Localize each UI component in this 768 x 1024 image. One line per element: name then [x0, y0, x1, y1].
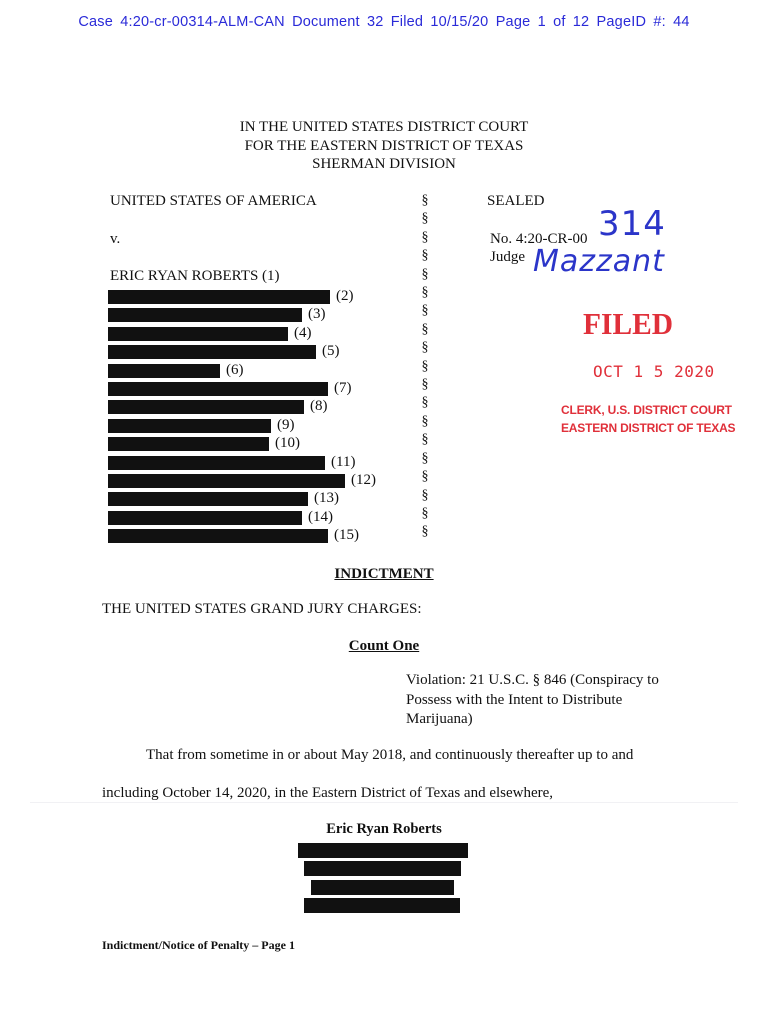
redaction-bar [108, 308, 302, 322]
section-symbol: § [421, 524, 429, 540]
defendant-number: (4) [294, 324, 312, 341]
clerk-line-2: EASTERN DISTRICT OF TEXAS [561, 421, 736, 435]
redaction-bar [311, 880, 454, 895]
indictment-title: INDICTMENT [334, 566, 434, 582]
defendant-number: (3) [308, 306, 326, 323]
sealed-label: SEALED [487, 193, 545, 209]
handwritten-judge-name: Mazzant [533, 244, 665, 279]
section-symbol: § [421, 211, 429, 227]
defendant-number: (13) [314, 490, 339, 507]
section-symbol: § [421, 432, 429, 448]
defendant-number: (2) [336, 288, 354, 304]
redaction-bar [108, 456, 325, 470]
redaction-bar [108, 400, 304, 414]
court-line-2: FOR THE EASTERN DISTRICT OF TEXAS [244, 137, 524, 154]
redaction-bar [298, 843, 468, 858]
grand-jury-charges: THE UNITED STATES GRAND JURY CHARGES: [102, 601, 422, 617]
court-line-1: IN THE UNITED STATES DISTRICT COURT [239, 119, 529, 135]
redaction-bar [108, 474, 345, 488]
section-symbol-column [418, 192, 432, 542]
defendant-number: (15) [334, 527, 359, 544]
redaction-bar [108, 492, 308, 506]
court-line-3: SHERMAN DIVISION [312, 156, 456, 172]
page-footer: Indictment/Notice of Penalty – Page 1 [102, 938, 295, 952]
redaction-bar [108, 290, 330, 304]
defendant-number: (8) [310, 398, 328, 415]
faint-scan-line [30, 802, 738, 803]
handwritten-case-number: 314 [598, 204, 666, 244]
section-symbol: § [421, 395, 429, 411]
section-symbol: § [421, 321, 429, 337]
filed-stamp-title: FILED [583, 306, 674, 341]
section-symbol: § [421, 285, 429, 301]
count-one-title: Count One [348, 638, 420, 654]
clerk-line-1: CLERK, U.S. DISTRICT COURT [561, 403, 732, 417]
filed-stamp-clerk [561, 401, 735, 437]
defendant-number: (12) [351, 472, 376, 488]
redaction-bar [108, 529, 328, 543]
defendant-number: (11) [331, 453, 356, 470]
defendant-number: (9) [277, 416, 295, 433]
section-symbol: § [421, 469, 429, 485]
section-symbol: § [421, 303, 429, 319]
redaction-bar [108, 437, 269, 451]
document-number: Document 32 [292, 14, 384, 30]
defendant-number: (5) [322, 343, 340, 360]
section-symbol: § [421, 487, 429, 503]
redaction-bar [304, 898, 460, 913]
case-number-printed: No. 4:20-CR-00 [490, 231, 588, 247]
ecf-header [0, 14, 768, 30]
court-heading [0, 118, 768, 174]
section-symbol: § [421, 358, 429, 374]
redaction-bar [108, 345, 316, 359]
page-id: 44 [673, 14, 690, 30]
violation-text: Violation: 21 U.S.C. § 846 (Conspiracy to Possess with the Intent to Distribute Marijuana) [406, 672, 659, 727]
redaction-bar [108, 364, 220, 378]
defendant-number: (6) [226, 361, 244, 378]
section-symbol: § [421, 229, 429, 245]
redaction-bar [108, 511, 302, 525]
redaction-bar [108, 419, 271, 433]
case-number: Case 4:20-cr-00314-ALM-CAN [78, 14, 285, 30]
redaction-bar [304, 861, 461, 876]
redaction-bar [108, 327, 288, 341]
section-symbol: § [421, 193, 429, 208]
versus: v. [110, 231, 121, 247]
redaction-bar [108, 382, 328, 396]
section-symbol: § [421, 413, 429, 429]
judge-label: Judge [490, 249, 525, 265]
page-info: Page 1 of 12 PageID #: [495, 14, 666, 30]
plaintiff-name: UNITED STATES OF AMERICA [110, 193, 317, 209]
defendant-number: (7) [334, 380, 352, 396]
section-symbol: § [421, 377, 429, 393]
defendant-1: ERIC RYAN ROBERTS (1) [110, 268, 280, 284]
section-symbol: § [421, 505, 429, 521]
filed-stamp-date: OCT 1 5 2020 [593, 362, 715, 381]
filed-date: Filed 10/15/20 [390, 14, 489, 30]
section-symbol: § [421, 450, 429, 466]
paragraph-line-2: including October 14, 2020, in the Eastern District of Texas and elsewhere, [102, 785, 554, 801]
section-symbol: § [421, 340, 429, 356]
defendant-number: (10) [275, 435, 300, 452]
defendant-number: (14) [308, 508, 333, 525]
paragraph-line-1: That from sometime in or about May 2018, and continuously thereafter up to and [146, 747, 634, 763]
defendant-name-bold: Eric Ryan Roberts [326, 821, 442, 837]
section-symbol: § [421, 248, 429, 264]
section-symbol: § [421, 266, 429, 282]
